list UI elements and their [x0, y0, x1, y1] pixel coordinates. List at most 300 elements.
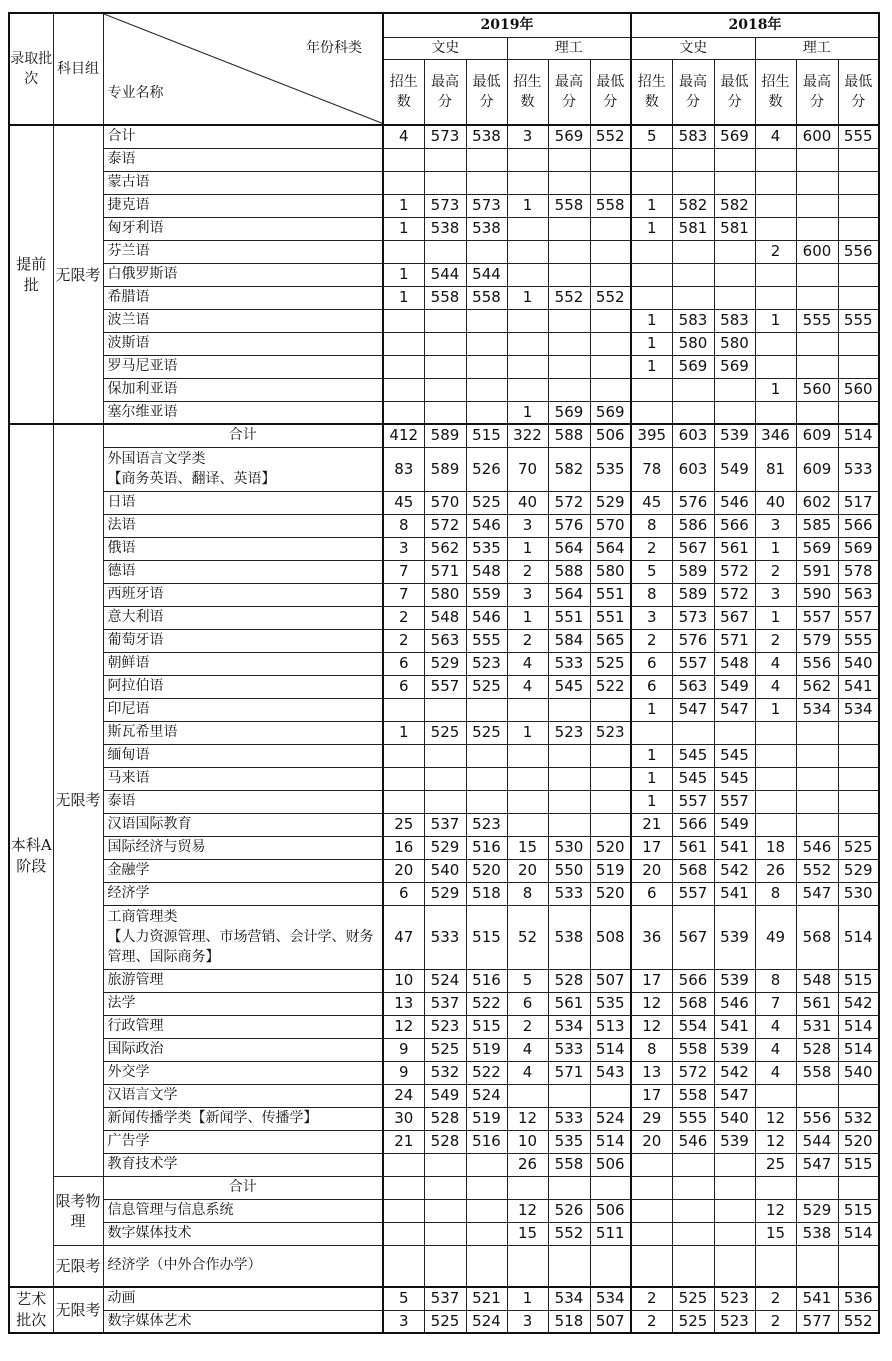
score-cell: 12	[383, 1015, 424, 1038]
major-name-cell: 白俄罗斯语	[103, 263, 383, 286]
score-cell	[383, 240, 424, 263]
score-cell: 538	[796, 1222, 838, 1245]
table-row	[9, 332, 879, 355]
score-cell	[383, 401, 424, 424]
score-cell	[383, 1222, 424, 1245]
score-cell	[755, 790, 796, 813]
score-cell: 525	[590, 652, 631, 675]
score-cell: 534	[548, 1287, 590, 1310]
score-cell: 589	[424, 424, 466, 447]
score-cell: 554	[672, 1015, 714, 1038]
score-cell: 545	[714, 767, 755, 790]
score-cell: 539	[714, 424, 755, 447]
score-cell	[755, 721, 796, 744]
score-cell: 583	[714, 309, 755, 332]
score-cell: 525	[672, 1310, 714, 1333]
score-cell: 520	[590, 882, 631, 905]
score-cell: 573	[424, 125, 466, 148]
score-cell: 1	[755, 537, 796, 560]
score-cell: 1	[507, 1287, 548, 1310]
score-cell: 12	[507, 1199, 548, 1222]
major-name-cell: 国际政治	[103, 1038, 383, 1061]
score-cell: 524	[466, 1310, 507, 1333]
header-subcol: 最高分	[548, 60, 590, 125]
score-cell: 1	[507, 606, 548, 629]
major-name-cell: 俄语	[103, 537, 383, 560]
score-cell: 5	[631, 125, 672, 148]
score-cell	[838, 217, 879, 240]
score-cell	[548, 309, 590, 332]
header-batch: 录取批次	[9, 13, 53, 125]
score-cell	[466, 1199, 507, 1222]
score-cell	[424, 309, 466, 332]
score-cell: 506	[590, 1199, 631, 1222]
score-cell	[796, 721, 838, 744]
score-cell	[466, 171, 507, 194]
score-cell	[383, 767, 424, 790]
score-cell	[548, 1084, 590, 1107]
score-cell: 8	[631, 583, 672, 606]
major-name-cell: 数字媒体技术	[103, 1222, 383, 1245]
score-cell: 16	[383, 836, 424, 859]
score-cell: 546	[672, 1130, 714, 1153]
score-cell	[672, 263, 714, 286]
score-cell: 1	[755, 378, 796, 401]
score-cell	[424, 148, 466, 171]
score-cell: 544	[796, 1130, 838, 1153]
score-cell: 539	[714, 969, 755, 992]
score-cell: 547	[714, 698, 755, 721]
score-cell: 20	[507, 859, 548, 882]
score-cell: 555	[838, 125, 879, 148]
table-row	[9, 148, 879, 171]
score-cell: 516	[466, 969, 507, 992]
score-cell: 548	[466, 560, 507, 583]
table-row	[9, 629, 879, 652]
major-name-cell: 旅游管理	[103, 969, 383, 992]
header-subcol: 最低分	[466, 60, 507, 125]
score-cell: 551	[548, 606, 590, 629]
score-cell: 528	[796, 1038, 838, 1061]
score-cell: 515	[466, 1015, 507, 1038]
score-cell: 542	[838, 992, 879, 1015]
score-cell	[548, 1176, 590, 1199]
score-cell	[714, 148, 755, 171]
score-cell: 572	[424, 514, 466, 537]
score-cell: 1	[631, 355, 672, 378]
score-cell: 536	[838, 1287, 879, 1310]
major-name-cell: 国际经济与贸易	[103, 836, 383, 859]
table-row	[9, 813, 879, 836]
score-cell: 589	[424, 447, 466, 491]
score-cell	[755, 767, 796, 790]
score-cell: 13	[631, 1061, 672, 1084]
score-cell	[755, 744, 796, 767]
score-cell: 561	[796, 992, 838, 1015]
score-cell	[755, 332, 796, 355]
score-cell: 10	[507, 1130, 548, 1153]
score-cell: 560	[796, 378, 838, 401]
score-cell: 540	[424, 859, 466, 882]
score-cell: 533	[838, 447, 879, 491]
score-cell	[548, 240, 590, 263]
score-cell: 544	[424, 263, 466, 286]
major-name-cell: 新闻传播学类【新闻学、传播学】	[103, 1107, 383, 1130]
score-cell	[755, 1245, 796, 1287]
score-cell: 548	[796, 969, 838, 992]
table-row	[9, 537, 879, 560]
score-cell: 551	[590, 583, 631, 606]
header-subcol: 招生数	[507, 60, 548, 125]
score-cell: 547	[714, 1084, 755, 1107]
score-cell: 20	[383, 859, 424, 882]
major-name-cell: 朝鲜语	[103, 652, 383, 675]
major-name-cell: 信息管理与信息系统	[103, 1199, 383, 1222]
score-cell	[590, 263, 631, 286]
score-cell	[507, 378, 548, 401]
score-cell: 49	[755, 905, 796, 969]
score-cell: 529	[796, 1199, 838, 1222]
score-cell: 561	[548, 992, 590, 1015]
score-cell: 534	[796, 698, 838, 721]
score-cell	[714, 378, 755, 401]
score-cell: 546	[796, 836, 838, 859]
major-name-cell: 动画	[103, 1287, 383, 1310]
major-name-cell: 教育技术学	[103, 1153, 383, 1176]
table-row	[9, 583, 879, 606]
major-name-cell: 西班牙语	[103, 583, 383, 606]
score-cell	[383, 1153, 424, 1176]
score-cell: 535	[548, 1130, 590, 1153]
score-cell	[383, 171, 424, 194]
score-cell: 564	[548, 583, 590, 606]
score-cell	[631, 286, 672, 309]
score-cell: 4	[755, 1061, 796, 1084]
score-cell: 549	[714, 813, 755, 836]
score-cell: 580	[590, 560, 631, 583]
score-cell	[590, 355, 631, 378]
score-cell	[590, 309, 631, 332]
score-cell: 540	[714, 1107, 755, 1130]
score-cell: 541	[714, 882, 755, 905]
major-name-cell: 斯瓦希里语	[103, 721, 383, 744]
score-cell	[548, 148, 590, 171]
score-cell: 580	[424, 583, 466, 606]
score-cell	[755, 194, 796, 217]
score-cell: 12	[507, 1107, 548, 1130]
score-cell: 557	[424, 675, 466, 698]
score-cell: 555	[838, 629, 879, 652]
score-cell: 535	[590, 447, 631, 491]
score-cell: 3	[507, 1310, 548, 1333]
score-cell: 533	[424, 905, 466, 969]
score-cell: 552	[590, 286, 631, 309]
score-cell: 545	[672, 767, 714, 790]
score-cell	[507, 1176, 548, 1199]
score-cell: 569	[672, 355, 714, 378]
header-subcol: 最高分	[796, 60, 838, 125]
table-row	[9, 905, 879, 969]
score-cell: 529	[590, 491, 631, 514]
table-row	[9, 721, 879, 744]
score-cell	[424, 744, 466, 767]
major-name-cell: 合计	[103, 1176, 383, 1199]
score-cell: 522	[466, 992, 507, 1015]
score-cell: 539	[714, 1038, 755, 1061]
score-cell: 578	[838, 560, 879, 583]
score-cell: 539	[714, 905, 755, 969]
score-cell: 581	[672, 217, 714, 240]
major-name-cell: 合计	[103, 424, 383, 447]
score-cell	[590, 698, 631, 721]
score-cell: 531	[796, 1015, 838, 1038]
major-name-cell: 泰语	[103, 790, 383, 813]
score-cell: 579	[796, 629, 838, 652]
score-cell: 555	[672, 1107, 714, 1130]
score-cell	[631, 240, 672, 263]
header-year-2019: 2019年	[383, 13, 631, 37]
score-cell: 529	[424, 652, 466, 675]
table-row	[9, 560, 879, 583]
score-cell	[424, 767, 466, 790]
score-cell	[714, 1222, 755, 1245]
score-cell: 2	[507, 1015, 548, 1038]
score-cell: 26	[507, 1153, 548, 1176]
major-name-cell: 经济学	[103, 882, 383, 905]
table-row	[9, 378, 879, 401]
score-cell	[838, 355, 879, 378]
score-cell: 514	[838, 1222, 879, 1245]
score-cell: 548	[714, 652, 755, 675]
score-cell: 532	[424, 1061, 466, 1084]
score-cell	[590, 1176, 631, 1199]
score-cell	[714, 1245, 755, 1287]
score-cell	[631, 263, 672, 286]
score-cell	[631, 721, 672, 744]
score-cell: 573	[466, 194, 507, 217]
score-cell: 547	[672, 698, 714, 721]
major-name-cell: 外交学	[103, 1061, 383, 1084]
score-cell	[507, 217, 548, 240]
score-cell: 12	[755, 1107, 796, 1130]
score-cell: 4	[383, 125, 424, 148]
major-name-cell: 行政管理	[103, 1015, 383, 1038]
table-row	[9, 240, 879, 263]
score-cell: 81	[755, 447, 796, 491]
score-cell	[424, 401, 466, 424]
table-row	[9, 355, 879, 378]
score-cell	[838, 1084, 879, 1107]
score-cell	[466, 355, 507, 378]
score-cell: 572	[672, 1061, 714, 1084]
score-cell: 538	[548, 905, 590, 969]
score-cell: 40	[507, 491, 548, 514]
score-cell	[548, 744, 590, 767]
score-cell: 515	[466, 424, 507, 447]
score-cell: 519	[466, 1038, 507, 1061]
major-name-cell: 缅甸语	[103, 744, 383, 767]
score-cell: 568	[672, 992, 714, 1015]
table-row	[9, 424, 879, 447]
score-cell	[755, 148, 796, 171]
score-cell: 8	[755, 882, 796, 905]
score-cell	[383, 790, 424, 813]
score-cell: 558	[548, 194, 590, 217]
score-cell: 17	[631, 836, 672, 859]
score-cell: 557	[672, 790, 714, 813]
score-cell	[590, 171, 631, 194]
score-cell: 1	[383, 263, 424, 286]
score-cell	[755, 1084, 796, 1107]
score-cell	[507, 309, 548, 332]
score-cell: 537	[424, 1287, 466, 1310]
score-cell: 2	[383, 629, 424, 652]
score-cell: 21	[631, 813, 672, 836]
score-cell: 547	[796, 882, 838, 905]
major-name-cell: 金融学	[103, 859, 383, 882]
score-cell	[424, 355, 466, 378]
score-cell: 525	[838, 836, 879, 859]
score-cell: 569	[714, 355, 755, 378]
score-cell: 525	[672, 1287, 714, 1310]
score-cell	[466, 332, 507, 355]
score-cell: 582	[548, 447, 590, 491]
score-cell: 517	[838, 491, 879, 514]
score-cell: 4	[755, 675, 796, 698]
score-cell	[507, 767, 548, 790]
score-cell	[507, 148, 548, 171]
major-name-cell: 波兰语	[103, 309, 383, 332]
table-row	[9, 882, 879, 905]
score-cell: 514	[590, 1038, 631, 1061]
score-cell: 523	[466, 652, 507, 675]
score-cell: 15	[507, 836, 548, 859]
score-cell: 5	[507, 969, 548, 992]
major-name-cell: 芬兰语	[103, 240, 383, 263]
score-cell	[590, 332, 631, 355]
score-cell	[507, 698, 548, 721]
score-cell	[796, 355, 838, 378]
score-cell: 546	[466, 514, 507, 537]
score-cell: 537	[424, 992, 466, 1015]
score-cell	[466, 148, 507, 171]
score-cell: 566	[672, 969, 714, 992]
subject-group-cell: 限考物理	[53, 1176, 103, 1245]
score-cell: 6	[631, 652, 672, 675]
score-cell: 528	[424, 1130, 466, 1153]
score-cell: 580	[714, 332, 755, 355]
score-cell	[383, 309, 424, 332]
score-cell: 558	[672, 1038, 714, 1061]
score-cell: 45	[383, 491, 424, 514]
score-cell: 6	[383, 882, 424, 905]
table-row	[9, 1130, 879, 1153]
score-cell: 520	[590, 836, 631, 859]
score-cell	[507, 171, 548, 194]
table-row	[9, 767, 879, 790]
score-cell: 570	[424, 491, 466, 514]
score-cell: 7	[383, 583, 424, 606]
score-cell	[672, 401, 714, 424]
score-cell: 412	[383, 424, 424, 447]
score-cell: 12	[631, 992, 672, 1015]
score-cell: 541	[796, 1287, 838, 1310]
score-cell: 515	[838, 1153, 879, 1176]
score-cell	[838, 813, 879, 836]
table-row	[9, 194, 879, 217]
score-cell: 6	[631, 882, 672, 905]
table-row	[9, 992, 879, 1015]
score-cell: 506	[590, 424, 631, 447]
score-cell: 532	[838, 1107, 879, 1130]
major-name-cell: 匈牙利语	[103, 217, 383, 240]
score-cell: 514	[838, 905, 879, 969]
subject-group-cell: 无限考	[53, 125, 103, 424]
score-cell	[672, 286, 714, 309]
table-row	[9, 1245, 879, 1287]
score-cell: 515	[838, 969, 879, 992]
score-cell: 30	[383, 1107, 424, 1130]
header-subcol: 最低分	[590, 60, 631, 125]
score-cell: 556	[796, 652, 838, 675]
score-cell	[714, 286, 755, 309]
score-cell	[424, 332, 466, 355]
major-name-cell: 外国语言文学类 【商务英语、翻译、英语】	[103, 447, 383, 491]
score-cell: 523	[714, 1310, 755, 1333]
score-cell: 529	[424, 882, 466, 905]
major-name-cell: 汉语国际教育	[103, 813, 383, 836]
score-cell: 550	[548, 859, 590, 882]
score-cell	[548, 355, 590, 378]
major-name-cell: 法学	[103, 992, 383, 1015]
score-cell	[631, 401, 672, 424]
score-cell: 521	[466, 1287, 507, 1310]
score-cell: 524	[466, 1084, 507, 1107]
header-subcol: 最高分	[672, 60, 714, 125]
header-subcol: 最高分	[424, 60, 466, 125]
score-cell: 525	[424, 1038, 466, 1061]
table-row	[9, 652, 879, 675]
header-group: 科目组	[53, 13, 103, 125]
score-cell: 523	[466, 813, 507, 836]
score-cell: 545	[672, 744, 714, 767]
score-cell	[466, 767, 507, 790]
score-cell	[507, 1084, 548, 1107]
score-cell	[424, 240, 466, 263]
score-cell: 2	[755, 629, 796, 652]
score-cell	[590, 813, 631, 836]
score-cell	[466, 1222, 507, 1245]
score-cell: 1	[755, 698, 796, 721]
table-row	[9, 1015, 879, 1038]
score-cell	[838, 148, 879, 171]
score-cell	[838, 194, 879, 217]
score-cell	[466, 1176, 507, 1199]
score-cell	[548, 1245, 590, 1287]
table-row	[9, 171, 879, 194]
score-cell: 529	[424, 836, 466, 859]
score-cell: 591	[796, 560, 838, 583]
table-row	[9, 1310, 879, 1333]
score-cell: 7	[383, 560, 424, 583]
score-cell: 542	[714, 1061, 755, 1084]
score-cell: 557	[672, 882, 714, 905]
subject-group-cell: 无限考	[53, 1287, 103, 1333]
major-name-cell: 罗马尼亚语	[103, 355, 383, 378]
table-row	[9, 1084, 879, 1107]
score-cell: 557	[796, 606, 838, 629]
score-cell	[672, 1245, 714, 1287]
